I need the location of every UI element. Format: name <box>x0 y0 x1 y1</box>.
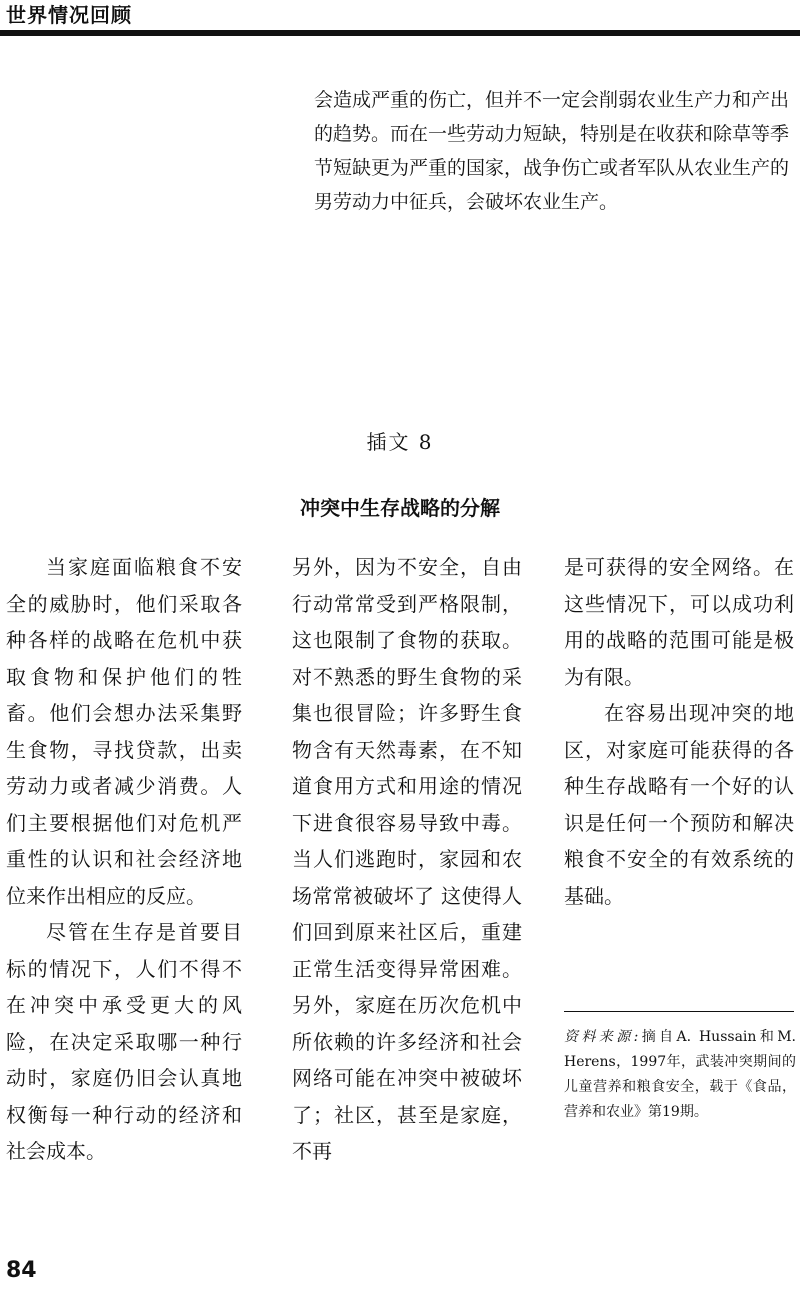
intro-text: 会造成严重的伤亡，但并不一定会削弱农业生产力和产出的趋势。而在一些劳动力短缺，特别是在收获和除草等季节短缺更为严重的国家，战争伤亡或者军队从农业生产的男劳动力中征兵，会破坏农业生产。 <box>314 89 790 213</box>
box-title: 冲突中生存战略的分解 <box>300 496 500 520</box>
header-rule <box>0 30 800 36</box>
box-paragraph: 当家庭面临粮食不安全的威胁时，他们采取各种各样的战略在危机中获取食物和保护他们的牲畜。他们会想办法采集野生食物，寻找贷款，出卖劳动力或者减少消费。人们主要根据他们对危机严重性的认识和社会经济地位来作出相应的反应。 <box>6 555 242 908</box>
source-divider <box>564 1011 794 1012</box>
intro-paragraph <box>314 83 800 219</box>
running-header-title: 世界情况回顾 <box>6 3 132 27</box>
source-note <box>564 1025 796 1125</box>
box-paragraph: 另外，因为不安全，自由行动常常受到严格限制，这也限制了食物的获取。对不熟悉的野生食物的采集也很冒险；许多野生食物含有天然毒素，在不知道食用方式和用途的情况下进食很容易导致中毒。当人们逃跑时，家园和农场常常被破坏了 这使得人们回到原来社区后，重建正常生活变得异常困难。另外，家庭在历次危机中所依赖的许多经济和社会网络可能在冲突中被破坏了；社区，甚至是家庭，不再 <box>292 555 522 1163</box>
box-label: 插文 8 <box>366 430 434 454</box>
box-column-2 <box>292 549 522 1170</box>
box-paragraph: 在容易出现冲突的地区，对家庭可能获得的各种生存战略有一个好的认识是任何一个预防和解决粮食不安全的有效系统的基础。 <box>564 701 794 908</box>
box-paragraph: 尽管在生存是首要目标的情况下，人们不得不在冲突中承受更大的风险，在决定采取哪一种行动时，家庭仍旧会认真地权衡每一种行动的经济和社会成本。 <box>6 920 242 1163</box>
box-paragraph: 是可获得的安全网络。在这些情况下，可以成功利用的战略的范围可能是极为有限。 <box>564 555 794 689</box>
source-label: 资料来源: <box>564 1029 639 1045</box>
page-number: 84 <box>6 1258 37 1283</box>
box-column-1 <box>6 549 242 1170</box>
box-column-3 <box>564 549 794 914</box>
source-text: 摘自A. Hussain和M. Herens，1997年，武装冲突期间的儿童营养和粮食安全，载于《食品，营养和农业》第19期。 <box>564 1029 797 1120</box>
